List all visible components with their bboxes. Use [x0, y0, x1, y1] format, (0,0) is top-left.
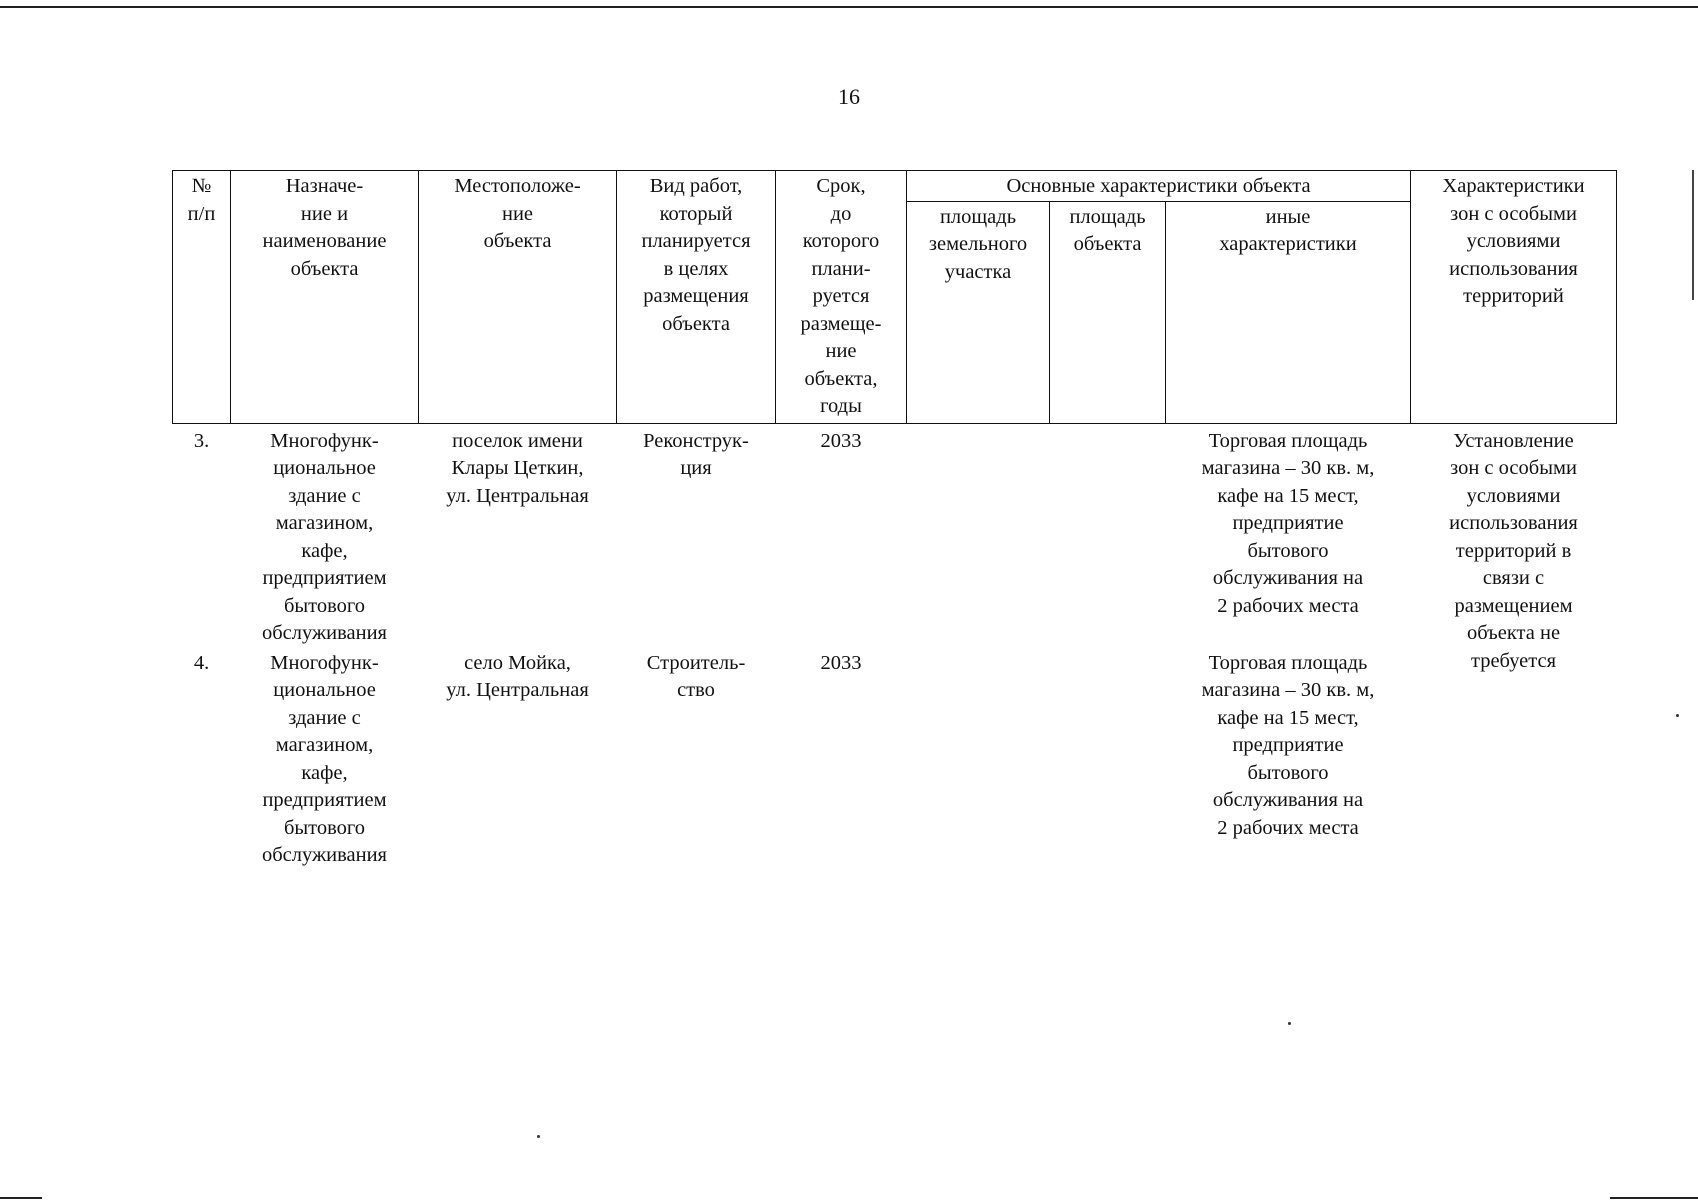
header-zones: Характеристики зон с особыми условиями использования территорий — [1411, 171, 1617, 424]
row-num: 4. — [193, 651, 210, 674]
scan-speck — [537, 1135, 540, 1138]
row-other-characteristics: Торговая площадь магазина – 30 кв. м, кафе на 15 мест, предприятие бытового обслуживания на 2 рабочих места — [1201, 429, 1375, 617]
row-num: 3. — [193, 429, 210, 452]
header-location: Местоположе- ние объекта — [419, 171, 617, 424]
header-object-area: площадь объекта — [1050, 201, 1166, 423]
row-other-characteristics: Торговая площадь магазина – 30 кв. м, кафе на 15 мест, предприятие бытового обслуживания на 2 рабочих места — [1201, 651, 1375, 839]
row-object-area — [1050, 423, 1166, 648]
row-name: Многофунк- циональное здание с магазином, кафе, предприятием бытового обслуживания — [261, 429, 387, 644]
scan-speck — [1288, 1022, 1291, 1025]
zones-characteristics: Установление зон с особыми условиями использования территорий в связи с размещением объекта не требуется — [1449, 429, 1578, 672]
row-name: Многофунк- циональное здание с магазином, кафе, предприятием бытового обслуживания — [261, 651, 387, 866]
header-land-area: площадь земельного участка — [907, 201, 1050, 423]
page-number: 16 — [838, 84, 860, 109]
scan-speck — [1676, 714, 1679, 717]
header-other-characteristics: иные характеристики — [1166, 201, 1411, 423]
header-work-type: Вид работ, который планируется в целях размещения объекта — [617, 171, 776, 424]
table-row — [173, 648, 1617, 870]
scan-border-bottom-right — [1610, 1197, 1698, 1199]
scan-border-top — [0, 6, 1698, 8]
scan-border-right — [1692, 170, 1694, 300]
row-term: 2033 — [820, 651, 862, 674]
row-work-type: Строитель- ство — [646, 651, 746, 701]
row-land-area — [907, 423, 1050, 648]
row-term: 2033 — [820, 429, 862, 452]
header-term: Срок, до которого плани- руется размеще- ние объекта, годы — [776, 171, 907, 424]
scan-border-bottom-left — [0, 1197, 42, 1199]
header-main-characteristics: Основные характеристики объекта — [907, 171, 1411, 202]
row-land-area — [907, 648, 1050, 870]
row-location: поселок имени Клары Цеткин, ул. Центральная — [446, 429, 589, 507]
row-object-area — [1050, 648, 1166, 870]
objects-table — [172, 170, 1617, 870]
header-name: Назначе- ние и наименование объекта — [231, 171, 419, 424]
header-num: № п/п — [173, 171, 231, 424]
row-work-type: Реконструк- ция — [643, 429, 749, 479]
table-row — [173, 423, 1617, 648]
row-location: село Мойка, ул. Центральная — [446, 651, 589, 701]
